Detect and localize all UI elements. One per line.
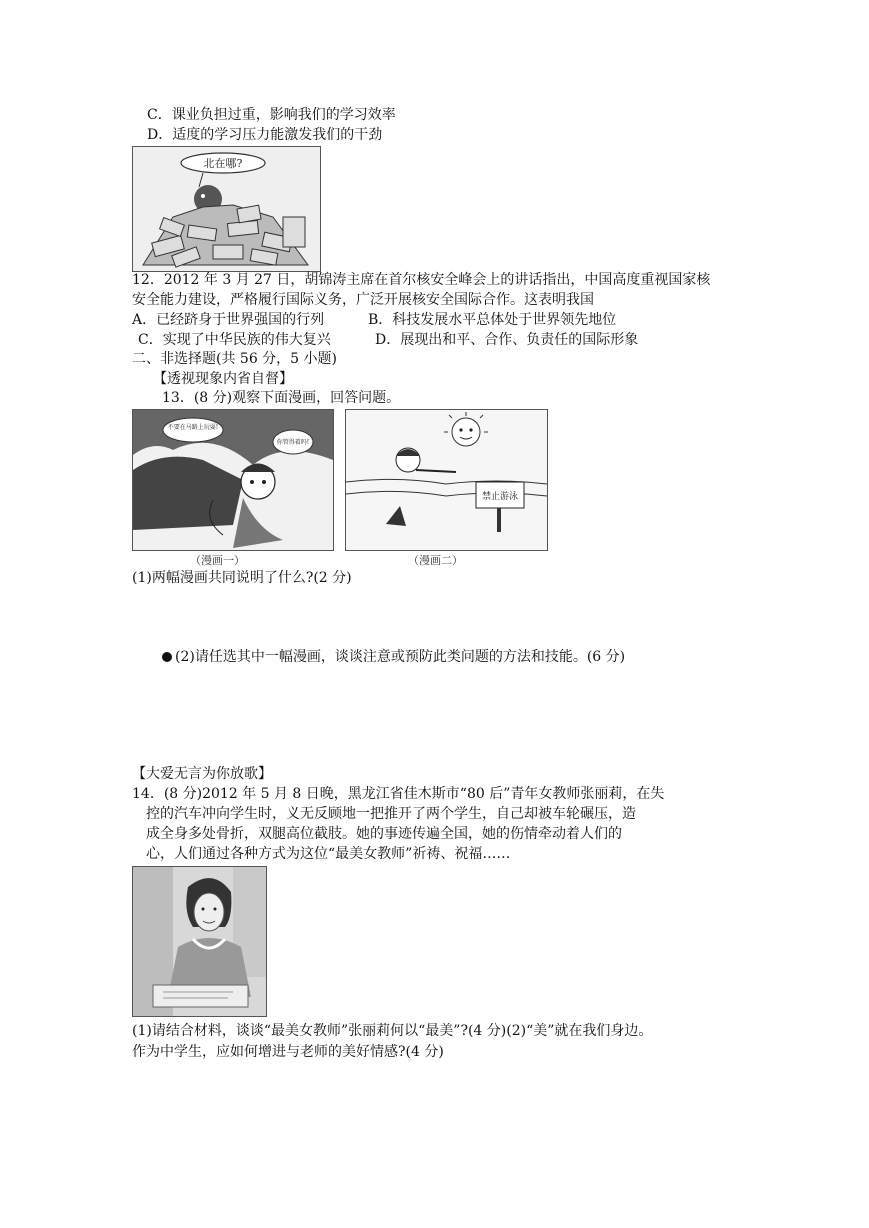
no-swimming-sign-text: 禁止游泳 [481,492,519,502]
cartoon-one-image [132,409,334,551]
q12-option-c: C．实现了中华民族的伟大复兴 [138,332,331,348]
q12-stem-line1: 12．2012 年 3 月 27 日，胡锦涛主席在首尔核安全峰会上的讲话指出，中国高度重视国家核 [132,272,711,288]
bullet-dot-icon [162,652,172,662]
teacher-photo-image [132,866,267,1017]
section-heading-1: 【透视现象内省自督】 [153,371,293,387]
q11-option-d: D．适度的学习压力能激发我们的干劲 [147,127,383,143]
q14-line1: 14．(8 分)2012 年 5 月 8 日晚，黑龙江省佳木斯市“80 后”青年女教师张丽莉，在失 [132,786,665,802]
bubble-text: 北在哪? [203,157,243,170]
cartoon1-bubble1: 不要在马路上玩耍! [167,424,219,431]
q11-option-c: C．课业负担过重，影响我们的学习效率 [147,107,396,123]
q13-sub-question-2: (2)请任选其中一幅漫画，谈谈注意或预防此类问题的方法和技能。(6 分) [175,649,626,665]
section-2-title: 二、非选择题(共 56 分，5 小题) [132,351,337,367]
q13-sub-question-1: (1)两幅漫画共同说明了什么?(2 分) [132,570,352,586]
q12-option-d: D．展现出和平、合作、负责任的国际形象 [375,332,639,348]
q14-line3: 成全身多处骨折，双腿高位截肢。她的事迹传遍全国，她的伤情牵动着人们的 [146,826,622,842]
q12-stem-line2: 安全能力建设，严格履行国际义务，广泛开展核安全国际合作。这表明我国 [132,292,594,308]
cartoon-two-image [345,409,548,551]
q14-sub-question-line2: 作为中学生，应如何增进与老师的美好情感?(4 分) [132,1044,444,1060]
q13-sub-question-2-row [162,647,625,667]
section-heading-2: 【大爱无言为你放歌】 [132,766,272,782]
cartoon-two-caption: （漫画二） [408,554,463,567]
cartoon1-bubble2: 你管得着吗! [276,439,310,446]
q13-stem: 13．(8 分)观察下面漫画，回答问题。 [162,390,401,406]
q12-option-b: B．科技发展水平总体处于世界领先地位 [368,312,617,328]
q14-line2: 控的汽车冲向学生时，义无反顾地一把推开了两个学生，自己却被车轮碾压，造 [146,806,636,822]
q14-line4: 心，人们通过各种方式为这位“最美女教师”祈祷、祝福…… [146,846,511,862]
books-pile-cartoon-image [132,146,321,272]
q14-sub-question-line1: (1)请结合材料，谈谈“最美女教师”张丽莉何以“最美”?(4 分)(2)“美”就在我们身边。 [132,1023,653,1039]
cartoon-one-caption: （漫画一） [190,554,245,567]
q12-option-a: A．已经跻身于世界强国的行列 [132,312,325,328]
